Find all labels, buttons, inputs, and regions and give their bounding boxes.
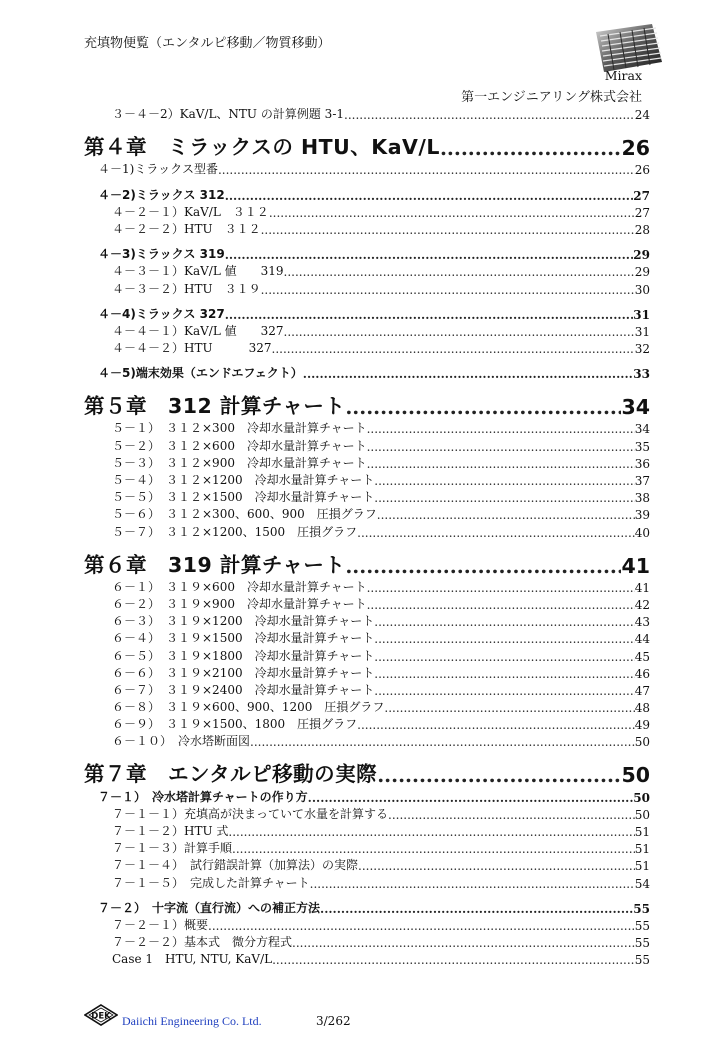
toc-leader-dots: [377, 763, 621, 787]
toc-leader-dots: [308, 791, 634, 805]
toc-entry[interactable]: [84, 664, 650, 681]
toc-entry[interactable]: [84, 933, 650, 950]
toc-entry-label: ６－４） ３１９×1500 冷却水量計算チャート: [112, 631, 375, 646]
toc-entry-label: ５－７） ３１２×1200、1500 圧損グラフ: [112, 524, 358, 539]
toc-page-number: 47: [634, 683, 650, 698]
toc-leader-dots: [357, 718, 635, 732]
toc-page-number: 41: [634, 580, 650, 595]
toc-entry[interactable]: [84, 595, 650, 612]
toc-section-entry[interactable]: [84, 305, 650, 322]
toc-entry-label: ６－２） ３１９×900 冷却水量計算チャート: [112, 596, 367, 611]
toc-entry[interactable]: [84, 916, 650, 933]
toc-entry-label: ４－1)ミラックス型番: [98, 162, 218, 177]
toc-page-number: 41: [621, 553, 650, 578]
toc-entry[interactable]: [84, 105, 650, 122]
toc-section-entry[interactable]: [84, 185, 650, 202]
toc-entry-label: ６－９） ３１９×1500、1800 圧損グラフ: [112, 717, 358, 732]
toc-entry[interactable]: [84, 698, 650, 715]
toc-page-number: 50: [634, 735, 650, 750]
toc-section-entry[interactable]: [84, 245, 650, 262]
toc-page-number: 37: [634, 474, 650, 488]
toc-page-number: 51: [634, 859, 650, 874]
toc-page-number: 29: [633, 248, 650, 263]
toc-entry[interactable]: [84, 262, 650, 279]
toc-entry[interactable]: [84, 220, 650, 237]
toc-page-number: 50: [633, 790, 650, 805]
footer-page-number: 3/262: [316, 1014, 351, 1028]
toc-leader-dots: [374, 667, 634, 681]
toc-page-number: 32: [634, 342, 650, 357]
toc-page-number: 31: [633, 307, 650, 322]
toc-chapter-entry[interactable]: [84, 124, 650, 160]
toc-leader-dots: [303, 367, 634, 381]
dek-logo: [84, 1004, 118, 1026]
toc-page-number: 26: [621, 136, 650, 161]
toc-leader-dots: [261, 283, 635, 297]
toc-page-number: 55: [634, 936, 650, 951]
toc-page-number: 42: [634, 597, 650, 612]
toc-entry-label: ４－４－１）KaV/L 値 327: [112, 323, 284, 338]
toc-entry-label: ７－１） 冷水塔計算チャートの作り方: [98, 789, 308, 804]
toc-page-number: 27: [634, 205, 650, 220]
toc-page-number: 24: [634, 108, 650, 123]
toc-chapter-entry[interactable]: [84, 542, 650, 578]
toc-spacer: [84, 356, 650, 364]
toc-leader-dots: [377, 508, 635, 522]
toc-entry-label: ６－８） ３１９×600、900、1200 圧損グラフ: [112, 700, 385, 715]
toc-leader-dots: [208, 919, 635, 933]
toc-entry[interactable]: [84, 339, 650, 356]
toc-page-number: 39: [634, 508, 650, 523]
toc-leader-dots: [374, 684, 634, 698]
toc-entry-label: ５－６） ３１２×300、600、900 圧損グラフ: [112, 507, 377, 522]
toc-entry-label: ５－３） ３１２×900 冷却水量計算チャート: [112, 455, 367, 470]
toc-page-number: 50: [634, 807, 650, 822]
toc-leader-dots: [374, 650, 634, 664]
toc-entry-label: ４－３－２）HTU ３１９: [112, 281, 261, 296]
toc-entry[interactable]: [84, 454, 650, 471]
toc-entry-label: ５－５） ３１２×1500 冷却水量計算チャート: [112, 490, 375, 505]
toc-spacer: [84, 297, 650, 305]
toc-entry-label: ６－３） ３１９×1200 冷却水量計算チャート: [112, 614, 375, 629]
toc-leader-dots: [228, 825, 634, 839]
toc-entry-label: ７－２－２）基本式 微分方程式: [112, 935, 293, 950]
toc-leader-dots: [232, 842, 635, 856]
toc-entry-label: ５－２） ３１２×600 冷却水量計算チャート: [112, 438, 367, 453]
toc-entry[interactable]: [84, 578, 650, 595]
toc-entry-label: ４－2)ミラックス 312: [98, 187, 225, 202]
toc-entry[interactable]: [84, 505, 650, 522]
toc-entry-label: Case 1 HTU, NTU, KaV/L: [112, 952, 273, 967]
toc-entry[interactable]: [84, 160, 650, 177]
toc-entry[interactable]: [84, 322, 650, 339]
toc-leader-dots: [384, 701, 634, 715]
toc-entry-label: 第６章 319 計算チャート: [84, 552, 346, 577]
toc-page-number: 38: [634, 491, 650, 506]
toc-leader-dots: [367, 598, 635, 612]
toc-page-number: 35: [634, 439, 650, 454]
toc-entry[interactable]: [84, 856, 650, 873]
toc-chapter-entry[interactable]: [84, 751, 650, 787]
toc-entry[interactable]: [84, 732, 650, 749]
toc-leader-dots: [367, 457, 635, 471]
toc-leader-dots: [374, 491, 634, 505]
toc-leader-dots: [261, 223, 635, 237]
toc-page-number: 33: [633, 367, 650, 382]
toc-entry[interactable]: [84, 522, 650, 539]
toc-entry[interactable]: [84, 419, 650, 436]
toc-leader-dots: [272, 342, 635, 356]
toc-entry-label: ４－3)ミラックス 319: [98, 247, 225, 262]
toc-leader-dots: [440, 136, 622, 160]
toc-leader-dots: [344, 108, 635, 122]
toc-leader-dots: [367, 422, 635, 436]
toc-entry-label: ６－７） ３１９×2400 冷却水量計算チャート: [112, 682, 375, 697]
company-name: 第一エンジニアリング株式会社: [461, 90, 642, 105]
toc-entry-label: ６－１０） 冷水塔断面図: [112, 734, 251, 749]
toc-leader-dots: [358, 859, 635, 873]
toc-entry-label: ４－4)ミラックス 327: [98, 306, 225, 321]
toc-leader-dots: [374, 474, 634, 488]
header-title: 充填物便覧（エンタルピ移動／物質移動）: [84, 36, 331, 51]
toc-leader-dots: [250, 735, 635, 749]
toc-page-number: 55: [633, 901, 650, 916]
toc-section-entry[interactable]: [84, 364, 650, 381]
toc-leader-dots: [367, 581, 635, 595]
toc-page-number: 44: [634, 632, 650, 647]
toc-page-number: 36: [634, 456, 650, 471]
toc-entry[interactable]: [84, 279, 650, 296]
toc-entry-label: 第５章 312 計算チャート: [84, 394, 346, 419]
toc-page-number: 29: [634, 265, 650, 280]
toc-page-number: 40: [634, 525, 650, 540]
toc-entry[interactable]: [84, 488, 650, 505]
toc-page-number: 31: [634, 324, 650, 339]
toc-leader-dots: [225, 248, 634, 262]
toc-page-number: 51: [634, 825, 650, 839]
toc-leader-dots: [345, 395, 621, 419]
packing-product-image: [592, 22, 664, 74]
toc-leader-dots: [374, 632, 634, 646]
toc-entry[interactable]: [84, 873, 650, 890]
toc-leader-dots: [388, 808, 635, 822]
toc-page-number: 55: [634, 918, 650, 933]
toc-page-number: 28: [634, 222, 650, 237]
toc-page-number: 30: [634, 282, 650, 297]
toc-leader-dots: [218, 163, 635, 177]
toc-entry[interactable]: [84, 822, 650, 839]
toc-entry-label: ４－２－２）HTU ３１２: [112, 221, 261, 236]
toc-page-number: 46: [634, 666, 650, 681]
toc-entry[interactable]: [84, 646, 650, 663]
toc-entry-label: 第４章 ミラックスの HTU、KaV/L: [84, 135, 440, 160]
toc-page-number: 34: [621, 395, 650, 420]
toc-page-number: 45: [634, 649, 650, 664]
toc-entry-label: ３－４－2）KaV/L、NTU の計算例題 3-1: [112, 107, 345, 122]
footer-company: Daiichi Engineering Co. Ltd.: [122, 1014, 262, 1028]
toc-spacer: [84, 891, 650, 899]
toc-page-number: 27: [633, 188, 650, 203]
toc-entry[interactable]: [84, 681, 650, 698]
table-of-contents: [84, 105, 650, 967]
toc-leader-dots: [345, 554, 621, 578]
toc-leader-dots: [225, 308, 634, 322]
toc-entry-label: ４－４－２）HTU 327: [112, 341, 272, 356]
toc-leader-dots: [284, 265, 635, 279]
toc-entry-label: ４－２－１）KaV/L ３１２: [112, 204, 269, 219]
toc-entry-label: ７－１－３）計算手順: [112, 841, 233, 856]
toc-page-number: 48: [634, 701, 650, 716]
toc-page-number: 50: [621, 763, 650, 788]
toc-entry-label: ６－５） ３１９×1800 冷却水量計算チャート: [112, 648, 375, 663]
toc-section-entry[interactable]: [84, 787, 650, 804]
toc-spacer: [84, 177, 650, 185]
toc-page-number: 43: [634, 615, 650, 630]
toc-leader-dots: [357, 526, 635, 540]
toc-page-number: 54: [634, 876, 650, 891]
toc-entry[interactable]: [84, 805, 650, 822]
toc-page-number: 49: [634, 718, 650, 733]
dek-logo-text: DEK: [91, 1011, 111, 1022]
toc-entry[interactable]: [84, 629, 650, 646]
toc-entry[interactable]: [84, 715, 650, 732]
toc-entry-label: ６－１） ３１９×600 冷却水量計算チャート: [112, 579, 367, 594]
toc-entry-label: ７－１－４） 試行錯誤計算（加算法）の実際: [112, 858, 359, 873]
toc-page-number: 51: [634, 842, 650, 857]
toc-entry-label: ４－5)端末効果（エンドエフェクト）: [98, 366, 303, 381]
brand-name: Mirax: [604, 68, 642, 83]
toc-page-number: 34: [634, 422, 650, 437]
toc-section-entry[interactable]: [84, 899, 650, 916]
toc-entry[interactable]: [84, 950, 650, 967]
toc-leader-dots: [225, 189, 634, 203]
toc-leader-dots: [320, 902, 633, 916]
toc-leader-dots: [374, 615, 634, 629]
toc-spacer: [84, 237, 650, 245]
toc-chapter-entry[interactable]: [84, 383, 650, 419]
toc-entry[interactable]: [84, 839, 650, 856]
toc-leader-dots: [367, 440, 635, 454]
toc-page-number: 55: [634, 953, 650, 968]
toc-entry-label: ７－２） 十字流（直行流）への補正方法: [98, 900, 321, 915]
toc-page-number: 26: [634, 163, 650, 178]
toc-leader-dots: [292, 936, 635, 950]
toc-entry[interactable]: [84, 471, 650, 488]
toc-entry-label: ５－４） ３１２×1200 冷却水量計算チャート: [112, 473, 375, 487]
toc-entry-label: ４－３－１）KaV/L 値 319: [112, 264, 284, 279]
toc-entry-label: 第７章 エンタルピ移動の実際: [84, 762, 378, 787]
toc-entry[interactable]: [84, 436, 650, 453]
toc-entry[interactable]: [84, 612, 650, 629]
toc-leader-dots: [310, 877, 635, 891]
toc-entry-label: ７－１－１）充填高が決まっていて水量を計算する: [112, 806, 389, 821]
toc-entry-label: ７－１－５） 完成した計算チャート: [112, 875, 310, 890]
toc-entry-label: ７－２－１）概要: [112, 917, 209, 932]
toc-leader-dots: [269, 206, 635, 220]
toc-entry[interactable]: [84, 203, 650, 220]
toc-entry-label: ５－１） ３１２×300 冷却水量計算チャート: [112, 421, 367, 436]
toc-leader-dots: [284, 325, 635, 339]
toc-entry-label: ６－６） ３１９×2100 冷却水量計算チャート: [112, 665, 375, 680]
toc-leader-dots: [272, 953, 635, 967]
toc-entry-label: ７－１－２）HTU 式: [112, 824, 229, 838]
